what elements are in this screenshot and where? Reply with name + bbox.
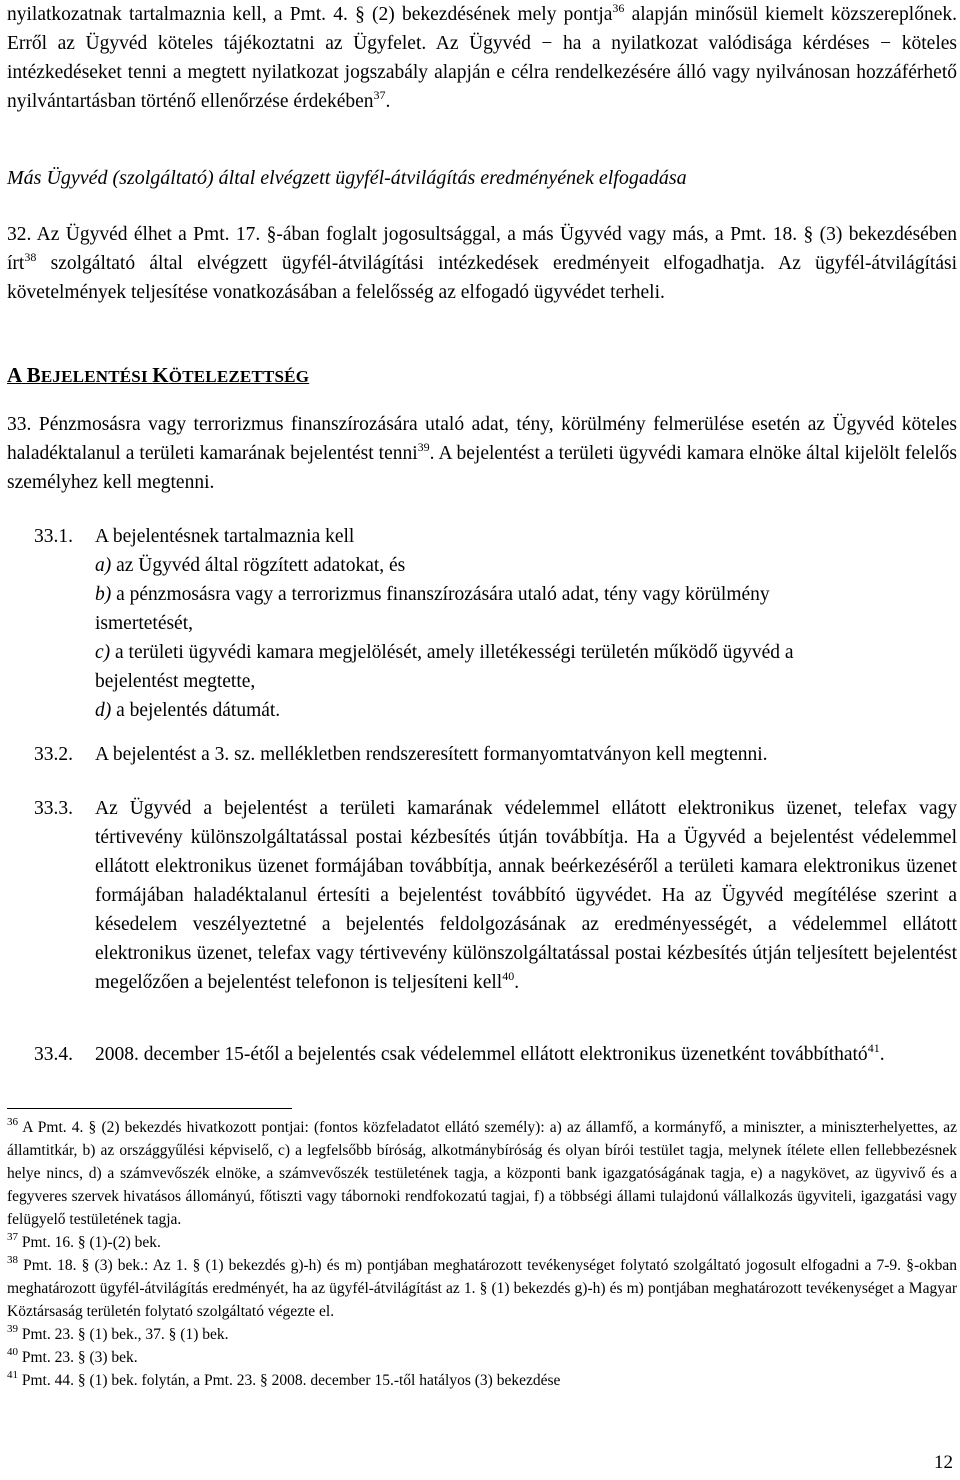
intro-text-3: . — [385, 91, 391, 112]
reporting-obligation-heading: A BEJELENTÉSI KÖTELEZETTSÉG — [7, 363, 310, 387]
intro-text-2: alapján minősül kiemelt közszereplőnek. Erről az Ügyvéd köteles tájékoztatni az Ügyfelet. Az Ügyvéd − ha a nyilatkozat valódisága kérdéses − köteles intézkedéseket tenni a megtett nyilatkozat jogszabály alapján e célra rendelkezésére álló vagy nyilvánosan hozzáférhető nyilvántartásban történő ellenőrzése érdekében — [7, 4, 957, 112]
footnote-38: $^{38}$ Pmt. 18. § (3) bek.: Az 1. § (1) bekezdés g)-h) és m) pontjában meghatározott tevékenységet folytató szolgáltató jogosult elfogadni a 7-9. §-okban meghatározott ügyfél-átvilágítás eredményét, ha az ügyfél-átvilágítást az 1. § (1) bekezdés g)-h) és m) pontjában meghatározott tevékenységet a Magyar Köztársaság területén folytató szolgáltató végezte el. — [7, 1254, 957, 1320]
paragraph-33-2-text: A bejelentést a 3. sz. mellékletben rendszeresített formanyomtatványon kell megtenni. — [95, 744, 768, 765]
footnote-41: $^{41}$ Pmt. 44. § (1) bek. folytán, a Pmt. 23. § 2008. december 15.-től hatályos (3) bekezdése — [7, 1369, 561, 1389]
intro-text-1: nyilatkozatnak tartalmaznia kell, a Pmt. 4. § (2) bekezdésének mely pontja — [7, 4, 613, 25]
footnotes — [7, 1116, 957, 1392]
list-item-b: b) a pénzmosásra vagy a terrorizmus finanszírozására utaló adat, tény vagy körülmény ismertetését, — [95, 584, 770, 634]
footnote-ref-38[interactable]: 38 — [24, 250, 37, 264]
page-number: 12 — [934, 1452, 953, 1473]
para33-text-2: . A bejelentést a területi ügyvédi kamara elnöke által kijelölt felelős személyhez kell megtenni. — [7, 443, 957, 493]
intro-paragraph — [7, 0, 957, 116]
list-item-a: a) az Ügyvéd által rögzített adatokat, és — [95, 555, 406, 576]
paragraph-33-4: 33.4. 2008. december 15-étől a bejelentés csak védelemmel ellátott elektronikus üzenetként továbbítható$^{41}$. — [95, 1040, 957, 1069]
paragraph-33 — [7, 410, 957, 497]
footnote-separator — [7, 1108, 292, 1109]
paragraph-33-3: 33.3. Az Ügyvéd a bejelentést a területi kamarának védelemmel ellátott elektronikus üzenet, telefax vagy tértivevény különszolgáltatással postai kézbesítés útján továbbítja. Ha a Ügyvéd a bejelentést védelemmel ellátott elektronikus üzenet formájában továbbítja, annak beérkezéséről a területi kamara elektronikus üzenet formájában haladéktalanul értesíti a bejelentést továbbító ügyvédet. Ha az Ügyvéd megítélése szerint a késedelem veszélyeztetné a bejelentés feldolgozásának az eredményességét, a védelemmel ellátott elektronikus üzenet, telefax vagy tértivevény különszolgáltatással postai kézbesítés útján teljesített bejelentést megelőzően a bejelentést telefonon is teljesíteni kell$^{40}$. — [95, 794, 957, 997]
paragraph-33-1-list — [95, 551, 957, 725]
para32-text-2: szolgáltató által elvégzett ügyfél-átvilágítási intézkedések eredményeit elfogadhatja. Az ügyfél-átvilágítási követelmények teljesítése vonatkozásában a felelősség az elfogadó ügyvédet terheli. — [7, 253, 957, 303]
footnote-ref-40[interactable]: 40 — [502, 969, 515, 983]
section-heading: Más Ügyvéd (szolgáltató) által elvégzett ügyfél-átvilágítás eredményének elfogadása — [7, 167, 687, 189]
para33-text-1: 33. Pénzmosásra vagy terrorizmus finanszírozására utaló adat, tény, körülmény felmerülése esetén az Ügyvéd köteles haladéktalanul a területi kamarának bejelentést tenni — [7, 414, 957, 464]
footnote-ref-36[interactable]: 36 — [612, 1, 625, 15]
paragraph-33-3-number: 33.3. — [34, 798, 73, 819]
paragraph-33-1 — [34, 522, 957, 551]
footnote-ref-37[interactable]: 37 — [373, 88, 386, 102]
footnote-39: $^{39}$ Pmt. 23. § (1) bek., 37. § (1) bek. — [7, 1323, 229, 1343]
list-item-d: d) a bejelentés dátumát. — [95, 700, 281, 721]
footnote-ref-41[interactable]: 41 — [867, 1041, 880, 1055]
paragraph-33-4-text: 2008. december 15-étől a bejelentés csak védelemmel ellátott elektronikus üzenetként továbbítható — [95, 1044, 868, 1065]
paragraph-33-2-number: 33.2. — [34, 744, 73, 765]
footnote-40: $^{40}$ Pmt. 23. § (3) bek. — [7, 1346, 138, 1366]
footnote-ref-39[interactable]: 39 — [417, 440, 430, 454]
paragraph-33-4-number: 33.4. — [34, 1044, 73, 1065]
footnote-36: $^{36}$ A Pmt. 4. § (2) bekezdés hivatkozott pontjai: (fontos közfeladatot ellátó személy): a) az államfő, a kormányfő, a miniszter, a miniszterhelyettes, az államtitkár, b) az országgyűlési képviselő, c) a legfelsőbb bíróság, alkotmánybíróság és olyan bírói testület tagja, melynek ítélete ellen fellebbezésnek helye nincs, d) a számvevőszék elnöke, a számvevőszék testületének tagja, a központi bank igazgatóságának tagja, e) a nagykövet, az ügyvivő és a fegyveres szervek hivatásos állományú, főtiszti vagy tábornoki rendfokozatú tagjai, f) a többségi állami tulajdonú vállalkozás ügyviteli, igazgatási vagy felügyelő testületének tagja. — [7, 1116, 957, 1228]
paragraph-33-1-number: 33.1. — [34, 526, 73, 547]
paragraph-33-1-text: A bejelentésnek tartalmaznia kell — [95, 526, 355, 547]
paragraph-32 — [7, 220, 957, 307]
footnote-37: $^{37}$ Pmt. 16. § (1)-(2) bek. — [7, 1231, 161, 1251]
list-item-c: c) a területi ügyvédi kamara megjelölését, amely illetékességi területén működő ügyvéd a bejelentést megtette, — [95, 642, 794, 692]
paragraph-33-2 — [34, 740, 957, 769]
para32-text-1: 32. Az Ügyvéd élhet a Pmt. 17. §-ában foglalt jogosultsággal, a más Ügyvéd vagy más, a Pmt. 18. § (3) bekezdésében írt — [7, 224, 957, 274]
paragraph-33-3-text: Az Ügyvéd a bejelentést a területi kamarának védelemmel ellátott elektronikus üzenet, telefax vagy tértivevény különszolgáltatással postai kézbesítés útján továbbítja. Ha a Ügyvéd a bejelentést védelemmel ellátott elektronikus üzenet formájában továbbítja, annak beérkezéséről a területi kamara elektronikus üzenet formájában haladéktalanul értesíti a bejelentést továbbító ügyvédet. Ha az Ügyvéd megítélése szerint a késedelem veszélyeztetné a bejelentés feldolgozásának az eredményességét, a védelemmel ellátott elektronikus üzenet, telefax vagy tértivevény különszolgáltatással postai kézbesítés útján teljesített bejelentést megelőzően a bejelentést telefonon is teljesíteni kell — [95, 798, 957, 993]
